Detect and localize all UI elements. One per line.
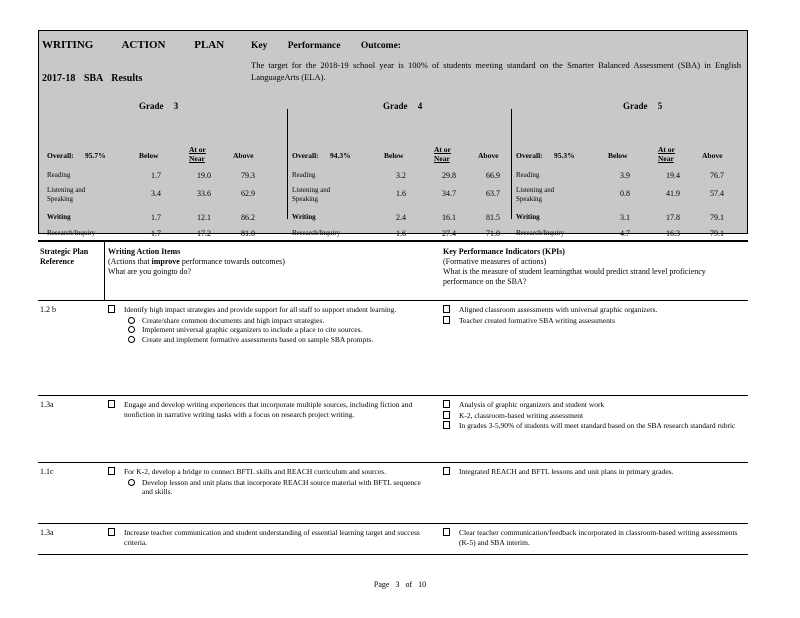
plan-reference: 1.1c: [40, 467, 54, 476]
header-action-title: Writing Action Items: [108, 247, 181, 256]
header-action-question: What are you goingto do?: [108, 267, 192, 276]
header-kpi-question: What is the measure of student learningthat would predict strand level proficiency performance on the SBA?: [443, 267, 706, 286]
kpi-item: Integrated REACH and BFTL lessons and unit plans in primary grades.: [443, 467, 743, 477]
kpo-label: Key Performance Outcome:: [251, 41, 401, 51]
kpi-item: In grades 3-5,90% of students will meet standard based on the SBA research standard rubric: [443, 421, 743, 431]
grade-title: Grade 3: [139, 101, 179, 111]
table-row: [38, 524, 748, 555]
document-page: [38, 30, 748, 547]
square-bullet-icon: [443, 467, 450, 479]
cell-value: 66.9: [486, 171, 500, 180]
cell-value: 57.4: [710, 189, 724, 198]
cell-value: 3.1: [620, 213, 630, 222]
grade-results-panel: [287, 109, 512, 238]
action-item: Engage and develop writing experiences that incorporate multiple sources, including fiction and nonfiction in narrative writing tasks with a focus on research project writing.: [108, 400, 428, 419]
row-label: Writing: [292, 213, 316, 221]
row-label: Listening and Speaking: [292, 186, 331, 203]
plan-reference: 1.3a: [40, 400, 54, 409]
circle-bullet-icon: [128, 317, 135, 324]
square-bullet-icon: [443, 421, 450, 433]
cell-value: 3.4: [151, 189, 161, 198]
action-sub-item: Develop lesson and unit plans that incorporate REACH source material with BFTL sequence and skills.: [108, 478, 428, 497]
action-item: For K-2, develop a bridge to connect BFTL skills and REACH curriculum and sources.: [108, 467, 428, 477]
cell-value: 79.1: [710, 229, 724, 238]
column-header: At or Near: [189, 145, 206, 163]
kpi-items: [443, 400, 743, 432]
grade-title: Grade 5: [623, 101, 663, 111]
cell-value: 2.4: [396, 213, 406, 222]
cell-value: 71.0: [486, 229, 500, 238]
circle-bullet-icon: [128, 479, 135, 486]
overall-label: Overall:: [516, 151, 543, 160]
row-label: Listening and Speaking: [47, 186, 86, 203]
row-label: Writing: [516, 213, 540, 221]
header-kpi-subtitle: (Formative measures of actions): [443, 257, 547, 266]
action-items: [108, 467, 428, 497]
action-items: [108, 400, 428, 420]
kpi-items: [443, 467, 743, 478]
row-label: Listening and Speaking: [516, 186, 555, 203]
cell-value: 29.8: [442, 171, 456, 180]
cell-value: 16.1: [442, 213, 456, 222]
header-kpi-title: Key Performance Indicators (KPIs): [443, 247, 565, 256]
overall-label: Overall:: [292, 151, 319, 160]
cell-value: 3.2: [396, 171, 406, 180]
cell-value: 34.7: [442, 189, 456, 198]
overall-value: 94.3%: [330, 151, 351, 160]
results-label: 2017-18 SBA Results: [42, 73, 143, 84]
cell-value: 63.7: [486, 189, 500, 198]
circle-bullet-icon: [128, 326, 135, 333]
cell-value: 81.0: [241, 229, 255, 238]
cell-value: 16.3: [666, 229, 680, 238]
cell-value: 4.7: [620, 229, 630, 238]
cell-value: 1.7: [151, 213, 161, 222]
column-header: Below: [608, 151, 628, 160]
kpi-items: [443, 528, 743, 548]
row-label: Reading: [516, 171, 540, 179]
cell-value: 86.2: [241, 213, 255, 222]
cell-value: 62.9: [241, 189, 255, 198]
cell-value: 1.7: [151, 229, 161, 238]
row-label: Research/Inquiry: [292, 229, 341, 237]
cell-value: 81.5: [486, 213, 500, 222]
cell-value: 41.9: [666, 189, 680, 198]
overall-value: 95.3%: [554, 151, 575, 160]
cell-value: 1.7: [151, 171, 161, 180]
row-label: Reading: [47, 171, 71, 179]
overall-label: Overall:: [47, 151, 74, 160]
action-sub-item: Implement universal graphic organizers to include a place to cite sources.: [108, 325, 428, 335]
column-header: Above: [233, 151, 254, 160]
header-kpis: [443, 247, 743, 287]
cell-value: 17.2: [197, 229, 211, 238]
cell-value: 27.4: [442, 229, 456, 238]
kpi-item: Clear teacher communication/feedback incorporated in classroom-based writing assessments (K-5) and SBA interim.: [443, 528, 743, 547]
action-items: [108, 305, 428, 344]
action-item: Increase teacher communication and student understanding of essential learning target and success criteria.: [108, 528, 428, 547]
cell-value: 79.3: [241, 171, 255, 180]
kpi-item: Teacher created formative SBA writing assessments: [443, 316, 743, 326]
cell-value: 33.6: [197, 189, 211, 198]
cell-value: 1.6: [396, 229, 406, 238]
cell-value: 19.4: [666, 171, 680, 180]
cell-value: 1.6: [396, 189, 406, 198]
kpi-items: [443, 305, 743, 326]
row-label: Writing: [47, 213, 71, 221]
cell-value: 3.9: [620, 171, 630, 180]
cell-value: 17.8: [666, 213, 680, 222]
results-header: [38, 30, 748, 238]
page-number: Page 3 of 10: [373, 580, 427, 589]
grade-results-panel: [39, 109, 287, 238]
square-bullet-icon: [443, 316, 450, 328]
kpo-text: The target for the 2018-19 school year is 100% of students meeting standard on the Smarter Balanced Assessment (SBA) in English LanguageArts (ELA).: [251, 60, 741, 82]
cell-value: 0.8: [620, 189, 630, 198]
column-header: Above: [478, 151, 499, 160]
square-bullet-icon: [108, 400, 115, 412]
row-label: Research/Inquiry: [47, 229, 96, 237]
table-row: [38, 301, 748, 396]
grade-title: Grade 4: [383, 101, 423, 111]
row-label: Research/Inquiry: [516, 229, 565, 237]
square-bullet-icon: [108, 528, 115, 540]
header-action-subtitle: (Actions that improve performance towards outcomes): [108, 257, 285, 266]
overall-value: 95.7%: [85, 151, 106, 160]
cell-value: 12.1: [197, 213, 211, 222]
column-header: Above: [702, 151, 723, 160]
column-header: At or Near: [434, 145, 451, 163]
column-header: Below: [139, 151, 159, 160]
header-strategic-plan-reference: Strategic Plan Reference: [40, 247, 89, 266]
plan-reference: 1.2 b: [40, 305, 56, 314]
action-plan-table: [38, 240, 748, 555]
kpi-item: Aligned classroom assessments with universal graphic organizers.: [443, 305, 743, 315]
row-label: Reading: [292, 171, 316, 179]
cell-value: 19.0: [197, 171, 211, 180]
action-items: [108, 528, 428, 548]
cell-value: 79.1: [710, 213, 724, 222]
action-item: Identify high impact strategies and provide support for all staff to support student learning.: [108, 305, 428, 315]
cell-value: 76.7: [710, 171, 724, 180]
column-header: Below: [384, 151, 404, 160]
table-row: [38, 463, 748, 524]
page-title: WRITING ACTION PLAN: [42, 39, 225, 51]
grade-results-panel: [511, 109, 748, 238]
kpi-item: Analysis of graphic organizers and student work: [443, 400, 743, 410]
table-row: [38, 396, 748, 463]
action-sub-item: Create/share common documents and high impact strategies.: [108, 316, 428, 326]
column-header: At or Near: [658, 145, 675, 163]
action-sub-item: Create and implement formative assessments based on sample SBA prompts.: [108, 335, 428, 345]
header-writing-action-items: [108, 247, 438, 277]
circle-bullet-icon: [128, 336, 135, 343]
square-bullet-icon: [443, 528, 450, 540]
plan-reference: 1.3a: [40, 528, 54, 537]
kpi-item: K-2, classroom-based writing assessment: [443, 411, 743, 421]
table-header: [38, 240, 748, 301]
